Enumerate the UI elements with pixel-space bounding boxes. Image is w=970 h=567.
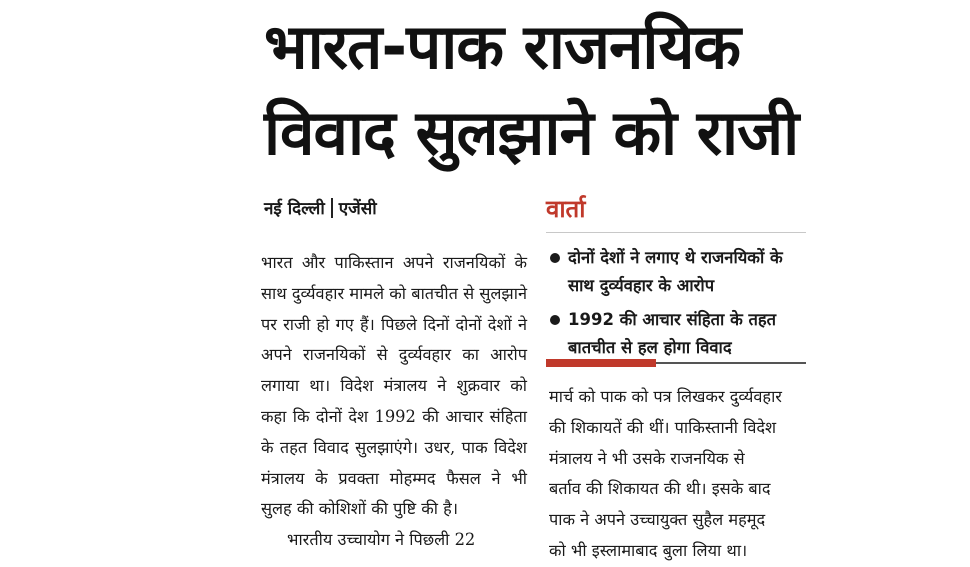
sidebar-box-title: वार्ता: [546, 195, 586, 223]
bullet-text-2: 1992 की आचार संहिता के तहत बातचीत से हल होगा विवाद: [568, 310, 777, 357]
bullet-dot-icon: [550, 315, 560, 325]
sidebar-bullet-list: [548, 244, 808, 368]
story-paragraph-2: भारतीय उच्चायोग ने पिछली 22: [287, 530, 476, 550]
bullet-dot-icon: [550, 253, 560, 263]
column2-line: बर्ताव की शिकायत की थी। इसके बाद: [549, 479, 771, 499]
column2-line: पाक ने अपने उच्चायुक्त सुहैल महमूद: [549, 510, 766, 530]
headline-line-2: विवाद सुलझाने को राजी: [264, 96, 799, 169]
bullet-text-1: दोनों देशों ने लगाए थे राजनयिकों के साथ दुर्व्यवहार के आरोप: [568, 248, 783, 295]
bullet-item-1: [548, 244, 808, 300]
column2-line: मंत्रालय ने भी उसके राजनयिक से: [549, 448, 745, 468]
column2-line: की शिकायतें की थीं। पाकिस्तानी विदेश: [549, 417, 777, 437]
bullet-item-2: [548, 306, 808, 362]
dateline-source: एजेंसी: [338, 199, 377, 219]
story-column-2: [549, 382, 799, 567]
dateline: [264, 196, 377, 219]
story-paragraph-1: भारत और पाकिस्तान अपने राजनयिकों के साथ दुर्व्यवहार मामले को बातचीत से सुलझाने पर राजी हो गए हैं। पिछले दिनों दोनों देशों ने अपने राजनयिकों से दुर्व्यवहार का आरोप लगाया था। विदेश मंत्रालय ने शुक्रवार को कहा कि दोनों देश 1992 की आचार संहिता के तहत विवाद सुलझाएंगे। उधर, पाक विदेश मंत्रालय के प्रवक्ता मोहम्मद फैसल ने भी सुलह की कोशिशों की पुष्टि की है।: [261, 253, 527, 519]
column2-line: मार्च को पाक को पत्र लिखकर दुर्व्यवहार: [549, 387, 782, 406]
headline-line-1: भारत-पाक राजनयिक: [264, 10, 741, 83]
dateline-separator: [331, 198, 333, 218]
dateline-place: नई दिल्ली: [264, 199, 325, 219]
story-column-1: [261, 248, 527, 556]
column2-line: को भी इस्लामाबाद बुला लिया था।: [549, 540, 748, 560]
accent-rule: [546, 359, 656, 367]
section-divider: [656, 362, 806, 364]
sidebar-title-divider: [546, 232, 806, 233]
